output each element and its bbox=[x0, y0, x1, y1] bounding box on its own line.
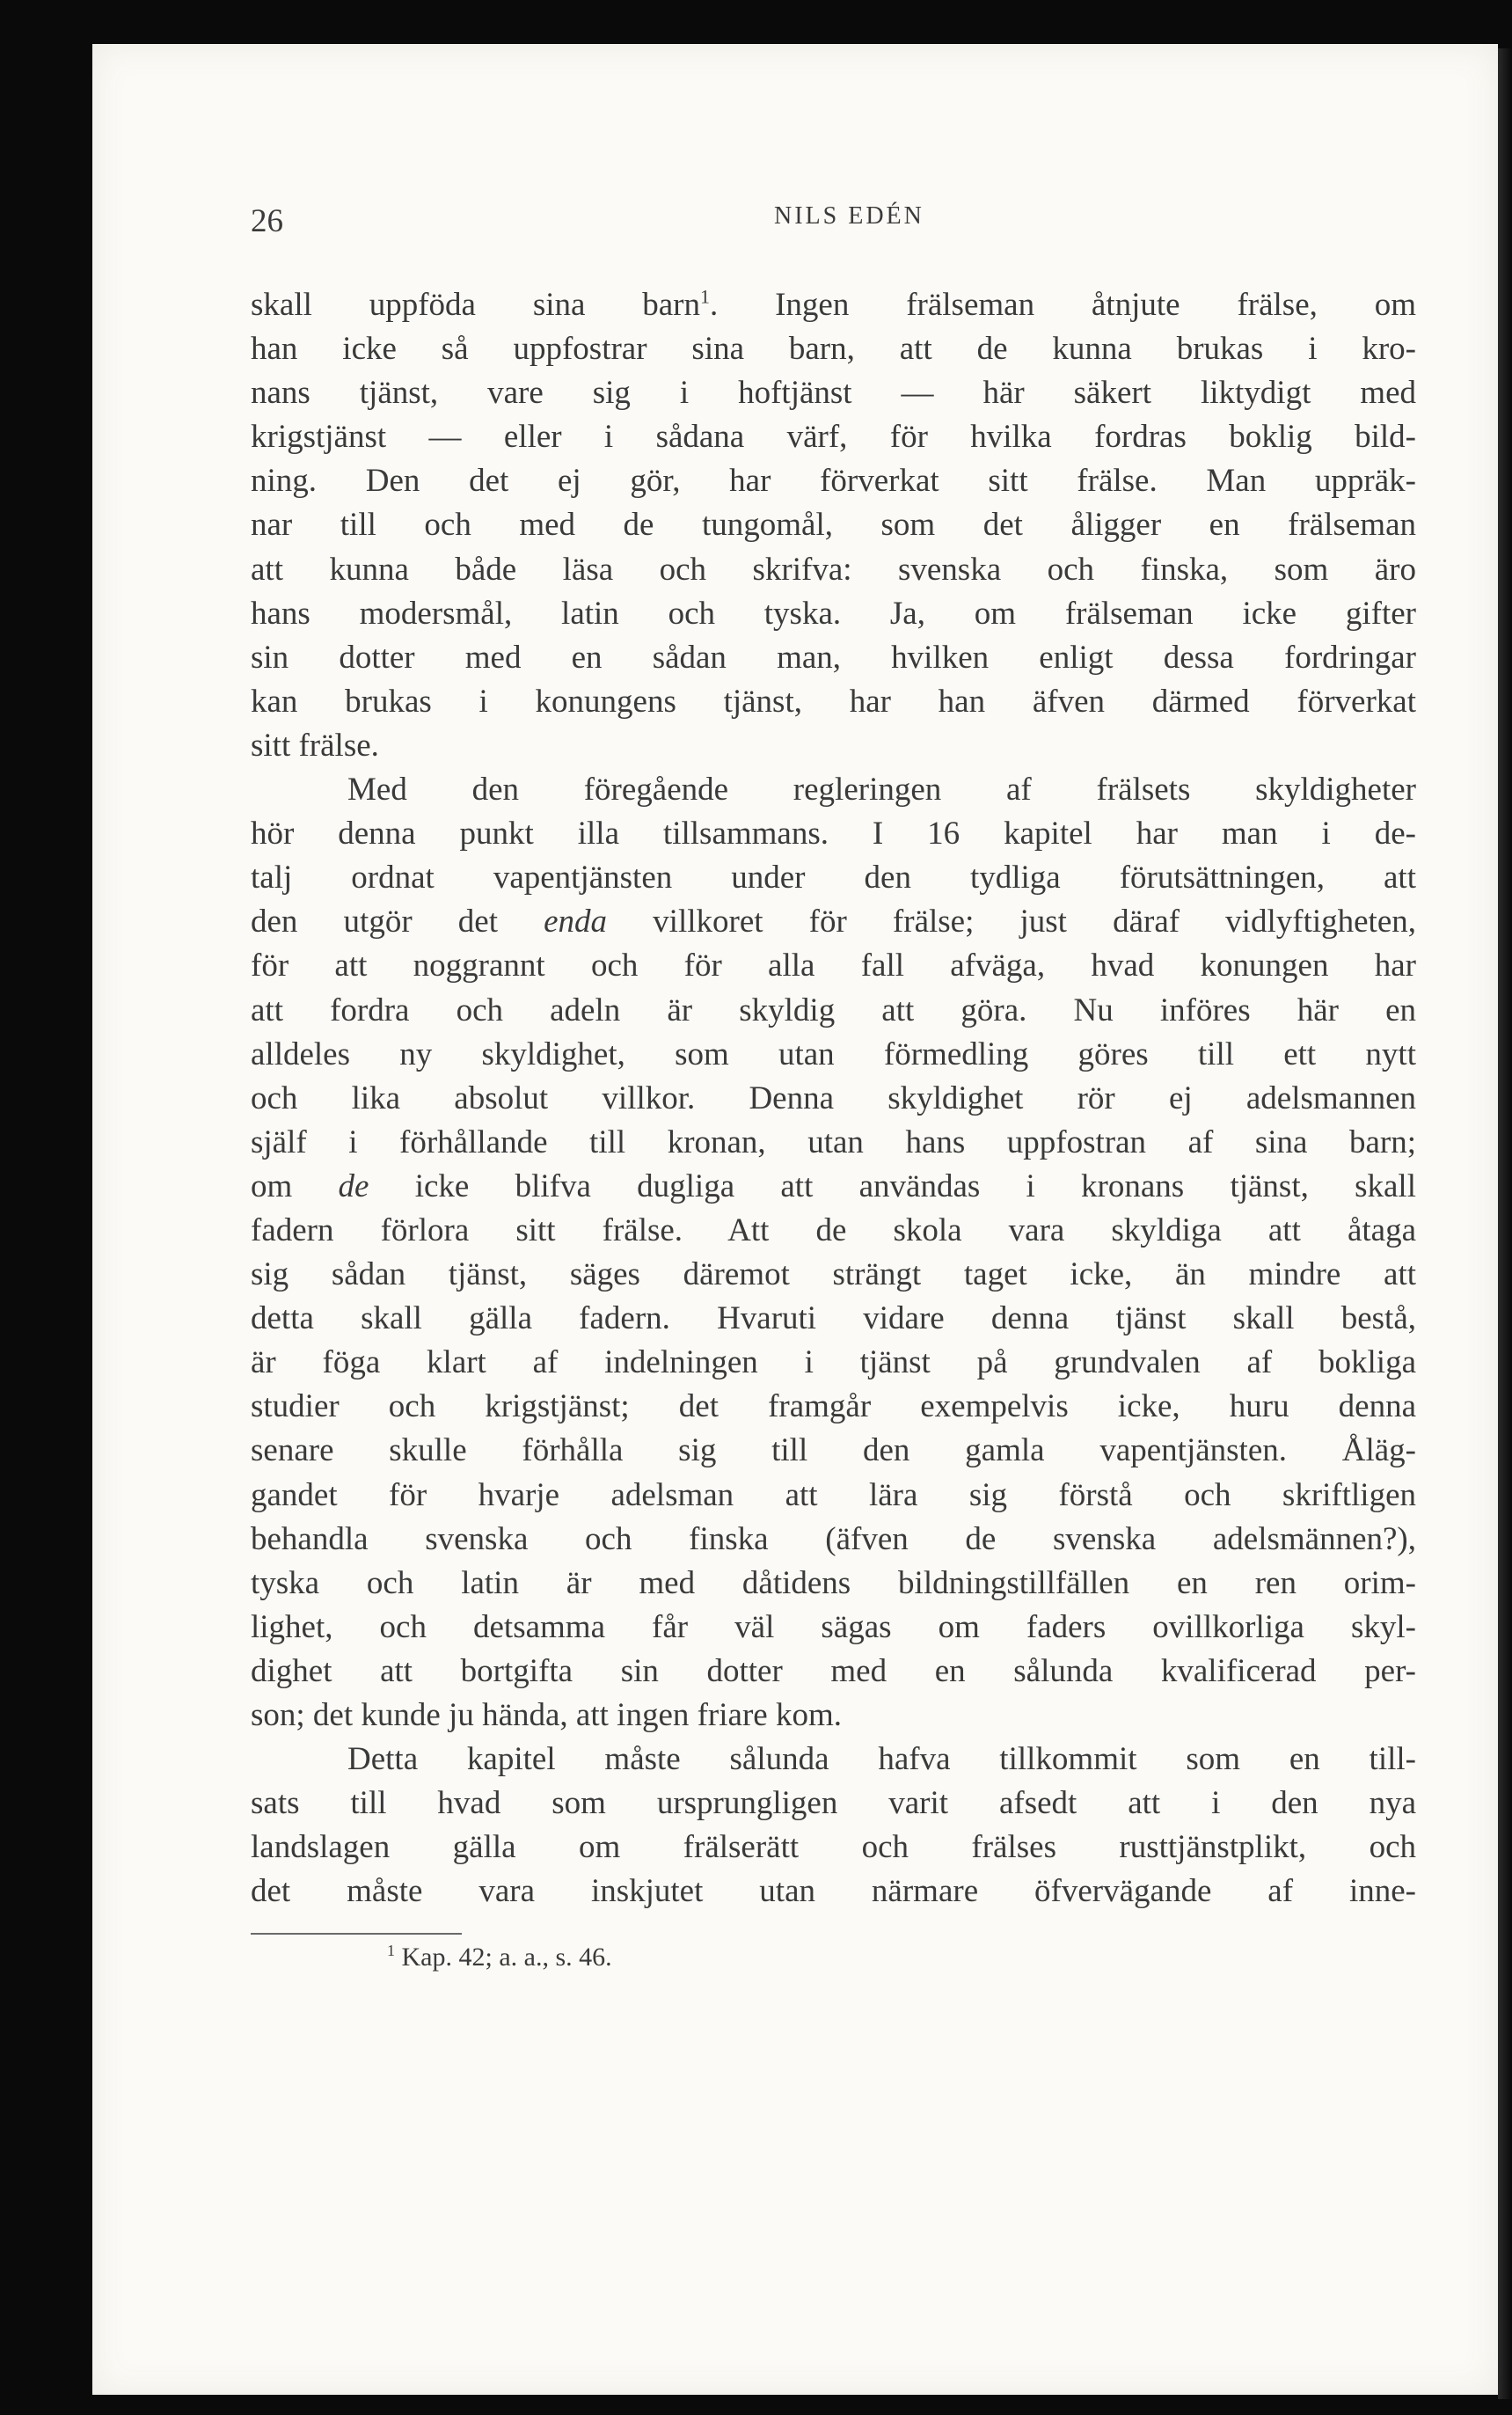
text-line: hans modersmål, latin och tyska. Ja, om frälseman icke gifter bbox=[251, 595, 1416, 632]
text-line: den utgör det enda villkoret för frälse; just däraf vidlyftigheten, bbox=[251, 904, 1417, 940]
emphasis: enda bbox=[544, 904, 608, 940]
text-line: själf i förhållande till kronan, utan hans uppfostran af sina barn; bbox=[251, 1123, 1416, 1160]
text-line: kan brukas i konungens tjänst, har han äfven därmed förverkat bbox=[251, 683, 1416, 720]
page-number: 26 bbox=[251, 203, 283, 239]
text-line: sitt frälse. bbox=[251, 727, 379, 764]
emphasis: de bbox=[338, 1167, 369, 1204]
text-line: sats till hvad som ursprungligen varit afsedt att i den nya bbox=[251, 1785, 1416, 1822]
text-line: om de icke blifva dugliga att användas i kronans tjänst, skall bbox=[251, 1167, 1416, 1204]
text-line: det måste vara inskjutet utan närmare öfvervägande af inne- bbox=[251, 1873, 1416, 1910]
footnote-ref: 1 bbox=[700, 285, 711, 308]
text-line: studier och krigstjänst; det framgår exempelvis icke, huru denna bbox=[251, 1388, 1416, 1425]
footnote-text: Kap. 42; a. a., s. 46. bbox=[401, 1943, 612, 1972]
text-line: detta skall gälla fadern. Hvaruti vidare denna tjänst skall bestå, bbox=[251, 1300, 1416, 1337]
text-line: tyska och latin är med dåtidens bildningstillfällen en ren orim- bbox=[251, 1564, 1416, 1601]
footnote-divider bbox=[251, 1933, 462, 1935]
text-line: fadern förlora sitt frälse. Att de skola vara skyldiga att åtaga bbox=[251, 1211, 1416, 1248]
text-line: behandla svenska och finska (äfven de svenska adelsmännen?), bbox=[251, 1520, 1416, 1557]
running-head: NILS EDÉN bbox=[774, 202, 924, 230]
text-line: gandet för hvarje adelsman att lära sig förstå och skriftligen bbox=[251, 1476, 1416, 1513]
page-header bbox=[0, 158, 1512, 239]
text-line: lighet, och detsamma får väl sägas om faders ovillkorliga skyl- bbox=[251, 1608, 1416, 1645]
text-line: skall uppföda sina barn$^1$. Ingen frälseman åtnjute frälse, om bbox=[251, 285, 1416, 323]
text-line: sig sådan tjänst, säges däremot strängt taget icke, än mindre att bbox=[251, 1256, 1416, 1293]
text-line: krigstjänst — eller i sådana värf, för hvilka fordras boklig bild- bbox=[251, 419, 1416, 456]
text-line: att fordra och adeln är skyldig att göra. Nu införes här en bbox=[251, 992, 1416, 1028]
footnote bbox=[387, 1943, 612, 1972]
footnote-marker: 1 bbox=[387, 1942, 395, 1959]
text-line: och lika absolut villkor. Denna skyldighet rör ej adelsmannen bbox=[251, 1079, 1416, 1116]
text-line: för att noggrannt och för alla fall afväga, hvad konungen har bbox=[251, 948, 1416, 984]
text-line: Detta kapitel måste sålunda hafva tillkommit som en till- bbox=[347, 1741, 1416, 1778]
text-line: nar till och med de tungomål, som det åligger en frälseman bbox=[251, 507, 1416, 544]
text-line: Med den föregående regleringen af frälsets skyldigheter bbox=[347, 772, 1416, 809]
text-line: senare skulle förhålla sig till den gamla vapentjänsten. Åläg- bbox=[251, 1432, 1416, 1469]
text-line: son; det kunde ju hända, att ingen friare kom. bbox=[251, 1697, 842, 1733]
text-line: är föga klart af indelningen i tjänst på grundvalen af bokliga bbox=[251, 1344, 1416, 1381]
text-line: alldeles ny skyldighet, som utan förmedling göres till ett nytt bbox=[251, 1036, 1416, 1072]
text-line: att kunna både läsa och skrifva: svenska och finska, som äro bbox=[251, 551, 1416, 588]
text-line: dighet att bortgifta sin dotter med en sålunda kvalificerad per- bbox=[251, 1652, 1416, 1689]
body-text bbox=[251, 283, 1416, 1914]
text-line: han icke så uppfostrar sina barn, att de kunna brukas i kro- bbox=[251, 331, 1416, 368]
text-line: landslagen gälla om frälserätt och frälses rusttjänstplikt, och bbox=[251, 1829, 1416, 1866]
text-line: sin dotter med en sådan man, hvilken enligt dessa fordringar bbox=[251, 639, 1416, 676]
text-line: talj ordnat vapentjänsten under den tydliga förutsättningen, att bbox=[251, 860, 1416, 896]
page-edge-shadow bbox=[1498, 48, 1512, 2399]
text-line: ning. Den det ej gör, har förverkat sitt frälse. Man uppräk- bbox=[251, 463, 1416, 500]
text-line: nans tjänst, vare sig i hoftjänst — här säkert liktydigt med bbox=[251, 375, 1416, 412]
text-line: hör denna punkt illa tillsammans. I 16 kapitel har man i de- bbox=[251, 816, 1416, 853]
